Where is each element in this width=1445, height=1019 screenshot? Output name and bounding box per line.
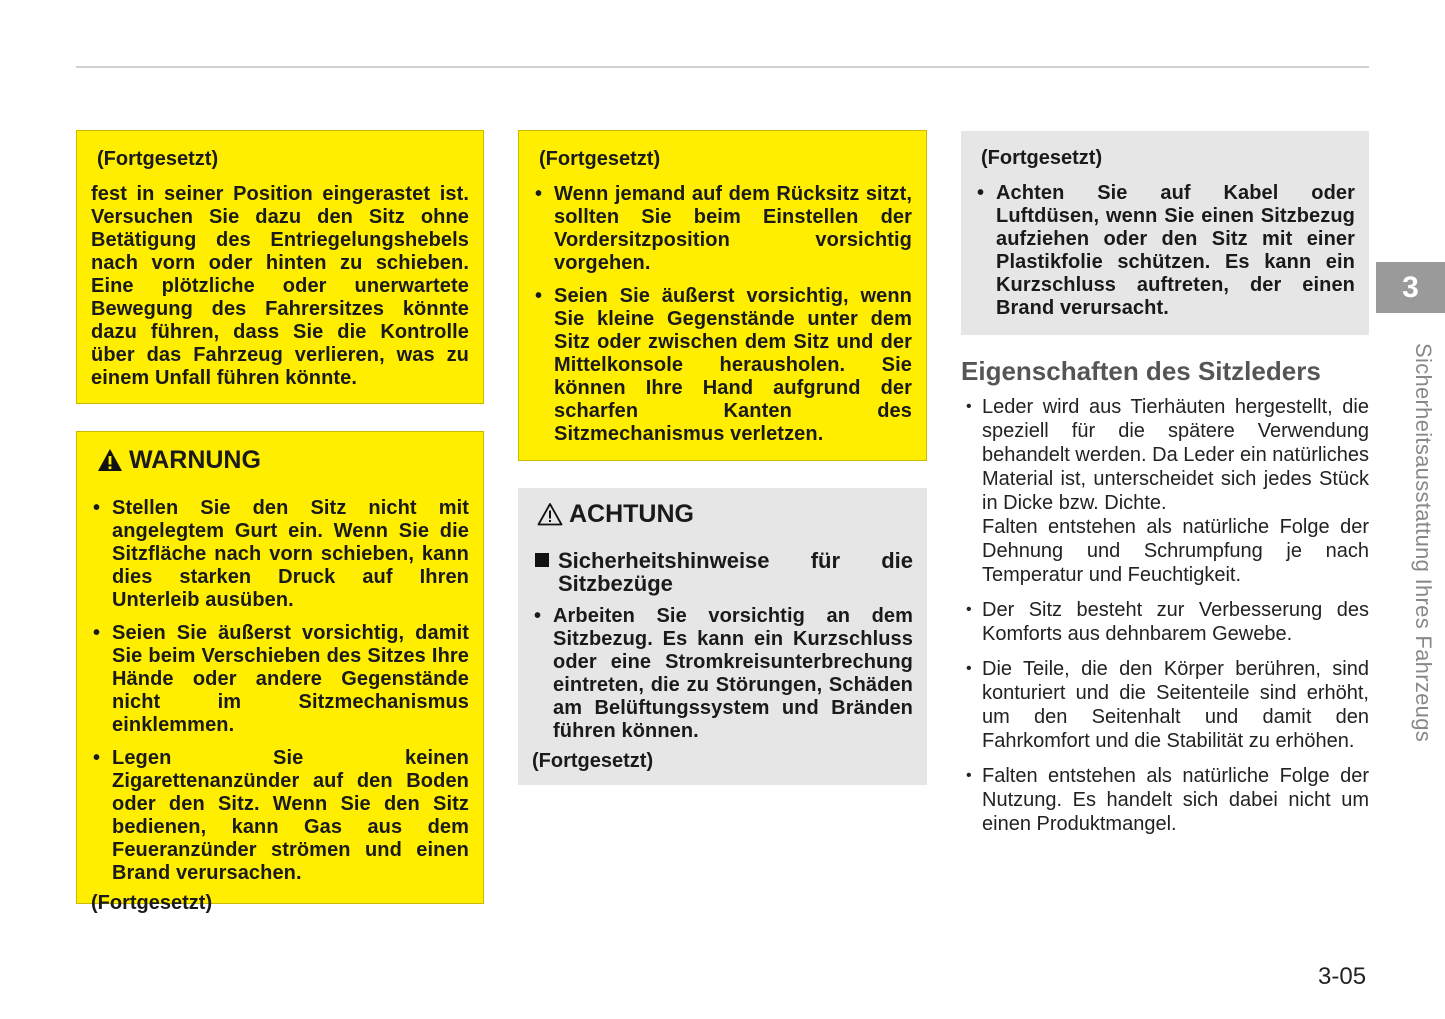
leather-list xyxy=(961,395,1369,836)
chapter-title: Sicherheitsausstattung Ihres Fahrzeugs xyxy=(1411,343,1436,743)
list-item: • Legen Sie keinen Zigarettenanzünder auf den Boden oder den Sitz. Wenn Sie den Sitz bedienen, kann Gas aus dem Feueranzünder strömen und einen Brand verursachen. xyxy=(91,747,469,885)
caution-title-text: ACHTUNG xyxy=(569,500,694,528)
square-bullet-icon xyxy=(535,553,549,567)
continued-label: (Fortgesetzt) xyxy=(532,750,654,772)
leather-item-1b: Falten entstehen als natürliche Folge der Dehnung und Schrumpfung je nach Temperatur und Feuchtigkeit. xyxy=(982,516,1369,586)
warning-title-text: WARNUNG xyxy=(129,446,261,474)
warning-title xyxy=(91,445,469,475)
continued-warning-box xyxy=(76,130,484,404)
list-item: • Wenn jemand auf dem Rücksitz sitzt, sollten Sie beim Einstellen der Vordersitzposition vorsichtig vorgehen. xyxy=(533,183,912,275)
continued-warning-box-2 xyxy=(518,130,927,461)
caution-subheading-text: Sicherheitshinweise für die Sitzbezüge xyxy=(558,548,913,596)
list-item: • Seien Sie äußerst vorsichtig, damit Sie beim Verschieben des Sitzes Ihre Hände oder andere Gegenstände nicht im Sitzmechanismus einklemmen. xyxy=(91,622,469,737)
page-number: 3-05 xyxy=(1318,963,1367,990)
leather-item-1a: Leder wird aus Tierhäuten hergestellt, die speziell für die spätere Verwendung behandelt werden. Da Leder ein natürliches Material ist, unterscheidet sich jedes Stück in Dicke bzw. Dichte. xyxy=(982,396,1369,514)
caution-list xyxy=(532,605,913,743)
continued-label-top: (Fortgesetzt) xyxy=(981,147,1103,169)
top-rule xyxy=(76,66,1369,68)
list-item xyxy=(961,395,1369,587)
warning-list xyxy=(91,497,469,885)
list-item: • Arbeiten Sie vorsichtig an dem Sitzbezug. Es kann ein Kurzschluss oder eine Stromkreisunterbrechung eintreten, die zu Störungen, Schäden am Belüftungssystem und Bränden führen können. xyxy=(532,605,913,743)
list-item: • Die Teile, die den Körper berühren, sind konturiert und die Seitenteile sind erhöht, um den Seitenhalt und damit den Fahrkomfort und die Stabilität zu erhöhen. xyxy=(961,657,1369,753)
warning-triangle-icon xyxy=(97,448,123,472)
caution-box xyxy=(518,488,927,785)
list-item: • Der Sitz besteht zur Verbesserung des Komforts aus dehnbarem Gewebe. xyxy=(961,598,1369,646)
list-item: • Seien Sie äußerst vorsichtig, wenn Sie kleine Gegenstände unter dem Sitz oder zwischen dem Sitz und der Mittelkonsole herausholen. Sie können Ihre Hand aufgrund der scharfen Kanten des Sitzmechanismus verletzen. xyxy=(533,285,912,446)
leather-section xyxy=(961,395,1369,847)
continued-label-top: (Fortgesetzt) xyxy=(539,148,661,170)
list-item: • Achten Sie auf Kabel oder Luftdüsen, wenn Sie einen Sitzbezug aufziehen oder den Sitz mit einer Plastikfolie schützen. Es kann ein Kurzschluss auftreten, der einen Brand verursacht. xyxy=(975,182,1355,320)
caution-list-2 xyxy=(975,182,1355,320)
caution-subheading xyxy=(532,549,913,595)
list-item: • Falten entstehen als natürliche Folge der Nutzung. Es handelt sich dabei nicht um einen Produktmangel. xyxy=(961,764,1369,836)
continued-label: (Fortgesetzt) xyxy=(91,892,213,914)
section-heading: Eigenschaften des Sitzleders xyxy=(961,356,1321,386)
caution-triangle-icon xyxy=(537,502,563,526)
chapter-tab: 3 xyxy=(1376,262,1445,313)
continued-caution-box xyxy=(961,131,1369,335)
warning-box xyxy=(76,431,484,914)
warning-list-2 xyxy=(533,183,912,446)
box-text: fest in seiner Position eingerastet ist. Versuchen Sie dazu den Sitz ohne Betätigung des Entriegelungshebels nach vorn oder hinten zu schieben. Eine plötzliche oder unerwartete Bewegung des Fahrersitzes könnte dazu führen, dass Sie die Kontrolle über das Fahrzeug verlieren, was zu einem Unfall führen könnte. xyxy=(91,183,469,389)
list-item: • Stellen Sie den Sitz nicht mit angelegtem Gurt ein. Wenn Sie die Sitzfläche nach vorn schieben, kann dies starken Druck auf Ihren Unterleib ausüben. xyxy=(91,497,469,612)
caution-title xyxy=(532,499,913,529)
continued-label-top: (Fortgesetzt) xyxy=(97,148,219,170)
